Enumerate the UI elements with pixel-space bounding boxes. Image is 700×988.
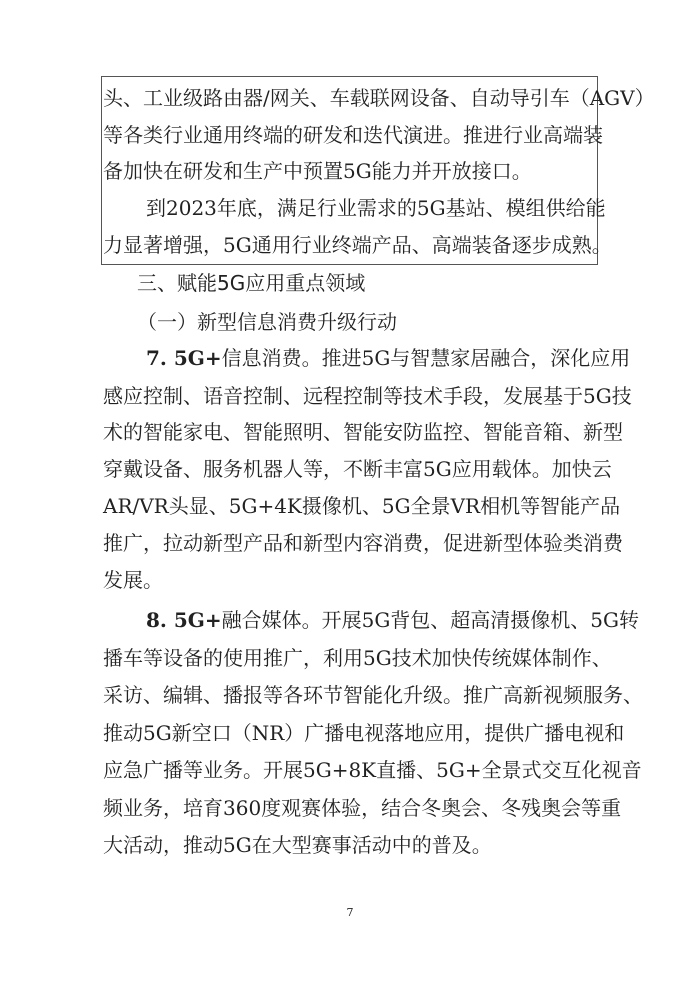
item8-line: 应急广播等业务。开展5G+8K直播、5G+全景式交互化视音 — [103, 758, 642, 782]
item7-line: 发展。 — [103, 568, 163, 592]
item7-first-text: 推进5G与智慧家居融合，深化应用 — [321, 346, 631, 370]
item8-line: 播车等设备的使用推广，利用5G技术加快传统媒体制作、 — [103, 646, 612, 670]
box-line: 等各类行业通用终端的研发和迭代演进。推进行业高端装 — [103, 123, 603, 147]
section-heading: 三、赋能5G应用重点领域 — [137, 271, 366, 295]
item7-title-rest: 信息消费。 — [221, 346, 322, 370]
box-line: 力显著增强，5G通用行业终端产品、高端装备逐步成熟。 — [103, 233, 612, 257]
item8-line: 频业务，培育360度观赛体验，结合冬奥会、冬残奥会等重 — [103, 796, 622, 820]
item8-line: 采访、编辑、播报等各环节智能化升级。推广高新视频服务、 — [103, 683, 643, 707]
item8-first-line — [146, 608, 640, 632]
box-line: 到2023年底，满足行业需求的5G基站、模组供给能 — [146, 196, 606, 220]
item7-line: 感应控制、语音控制、远程控制等技术手段，发展基于5G技 — [103, 384, 632, 408]
item7-first-line — [146, 346, 631, 370]
item7-line: 推广，拉动新型产品和新型内容消费，促进新型体验类消费 — [103, 531, 623, 555]
item7-line: AR/VR头显、5G+4K摄像机、5G全景VR相机等智能产品 — [103, 494, 621, 518]
page-number: 7 — [346, 906, 354, 919]
subsection-heading: （一）新型信息消费升级行动 — [137, 310, 397, 334]
item7-line: 穿戴设备、服务机器人等，不断丰富5G应用载体。加快云 — [103, 457, 612, 481]
item8-title: 8. 5G+ — [146, 608, 222, 632]
item8-title-rest: 融合媒体。 — [221, 608, 322, 632]
box-line: 备加快在研发和生产中预置5G能力并开放接口。 — [103, 159, 532, 183]
item8-line: 推动5G新空口（NR）广播电视落地应用，提供广播电视和 — [103, 721, 625, 745]
item7-line: 术的智能家电、智能照明、智能安防监控、智能音箱、新型 — [103, 420, 623, 444]
item8-first-text: 开展5G背包、超高清摄像机、5G转 — [321, 608, 640, 632]
box-line: 头、工业级路由器/网关、车载联网设备、自动导引车（AGV） — [103, 86, 655, 110]
item8-line: 大活动，推动5G在大型赛事活动中的普及。 — [103, 833, 492, 857]
item7-title: 7. 5G+ — [146, 346, 222, 370]
